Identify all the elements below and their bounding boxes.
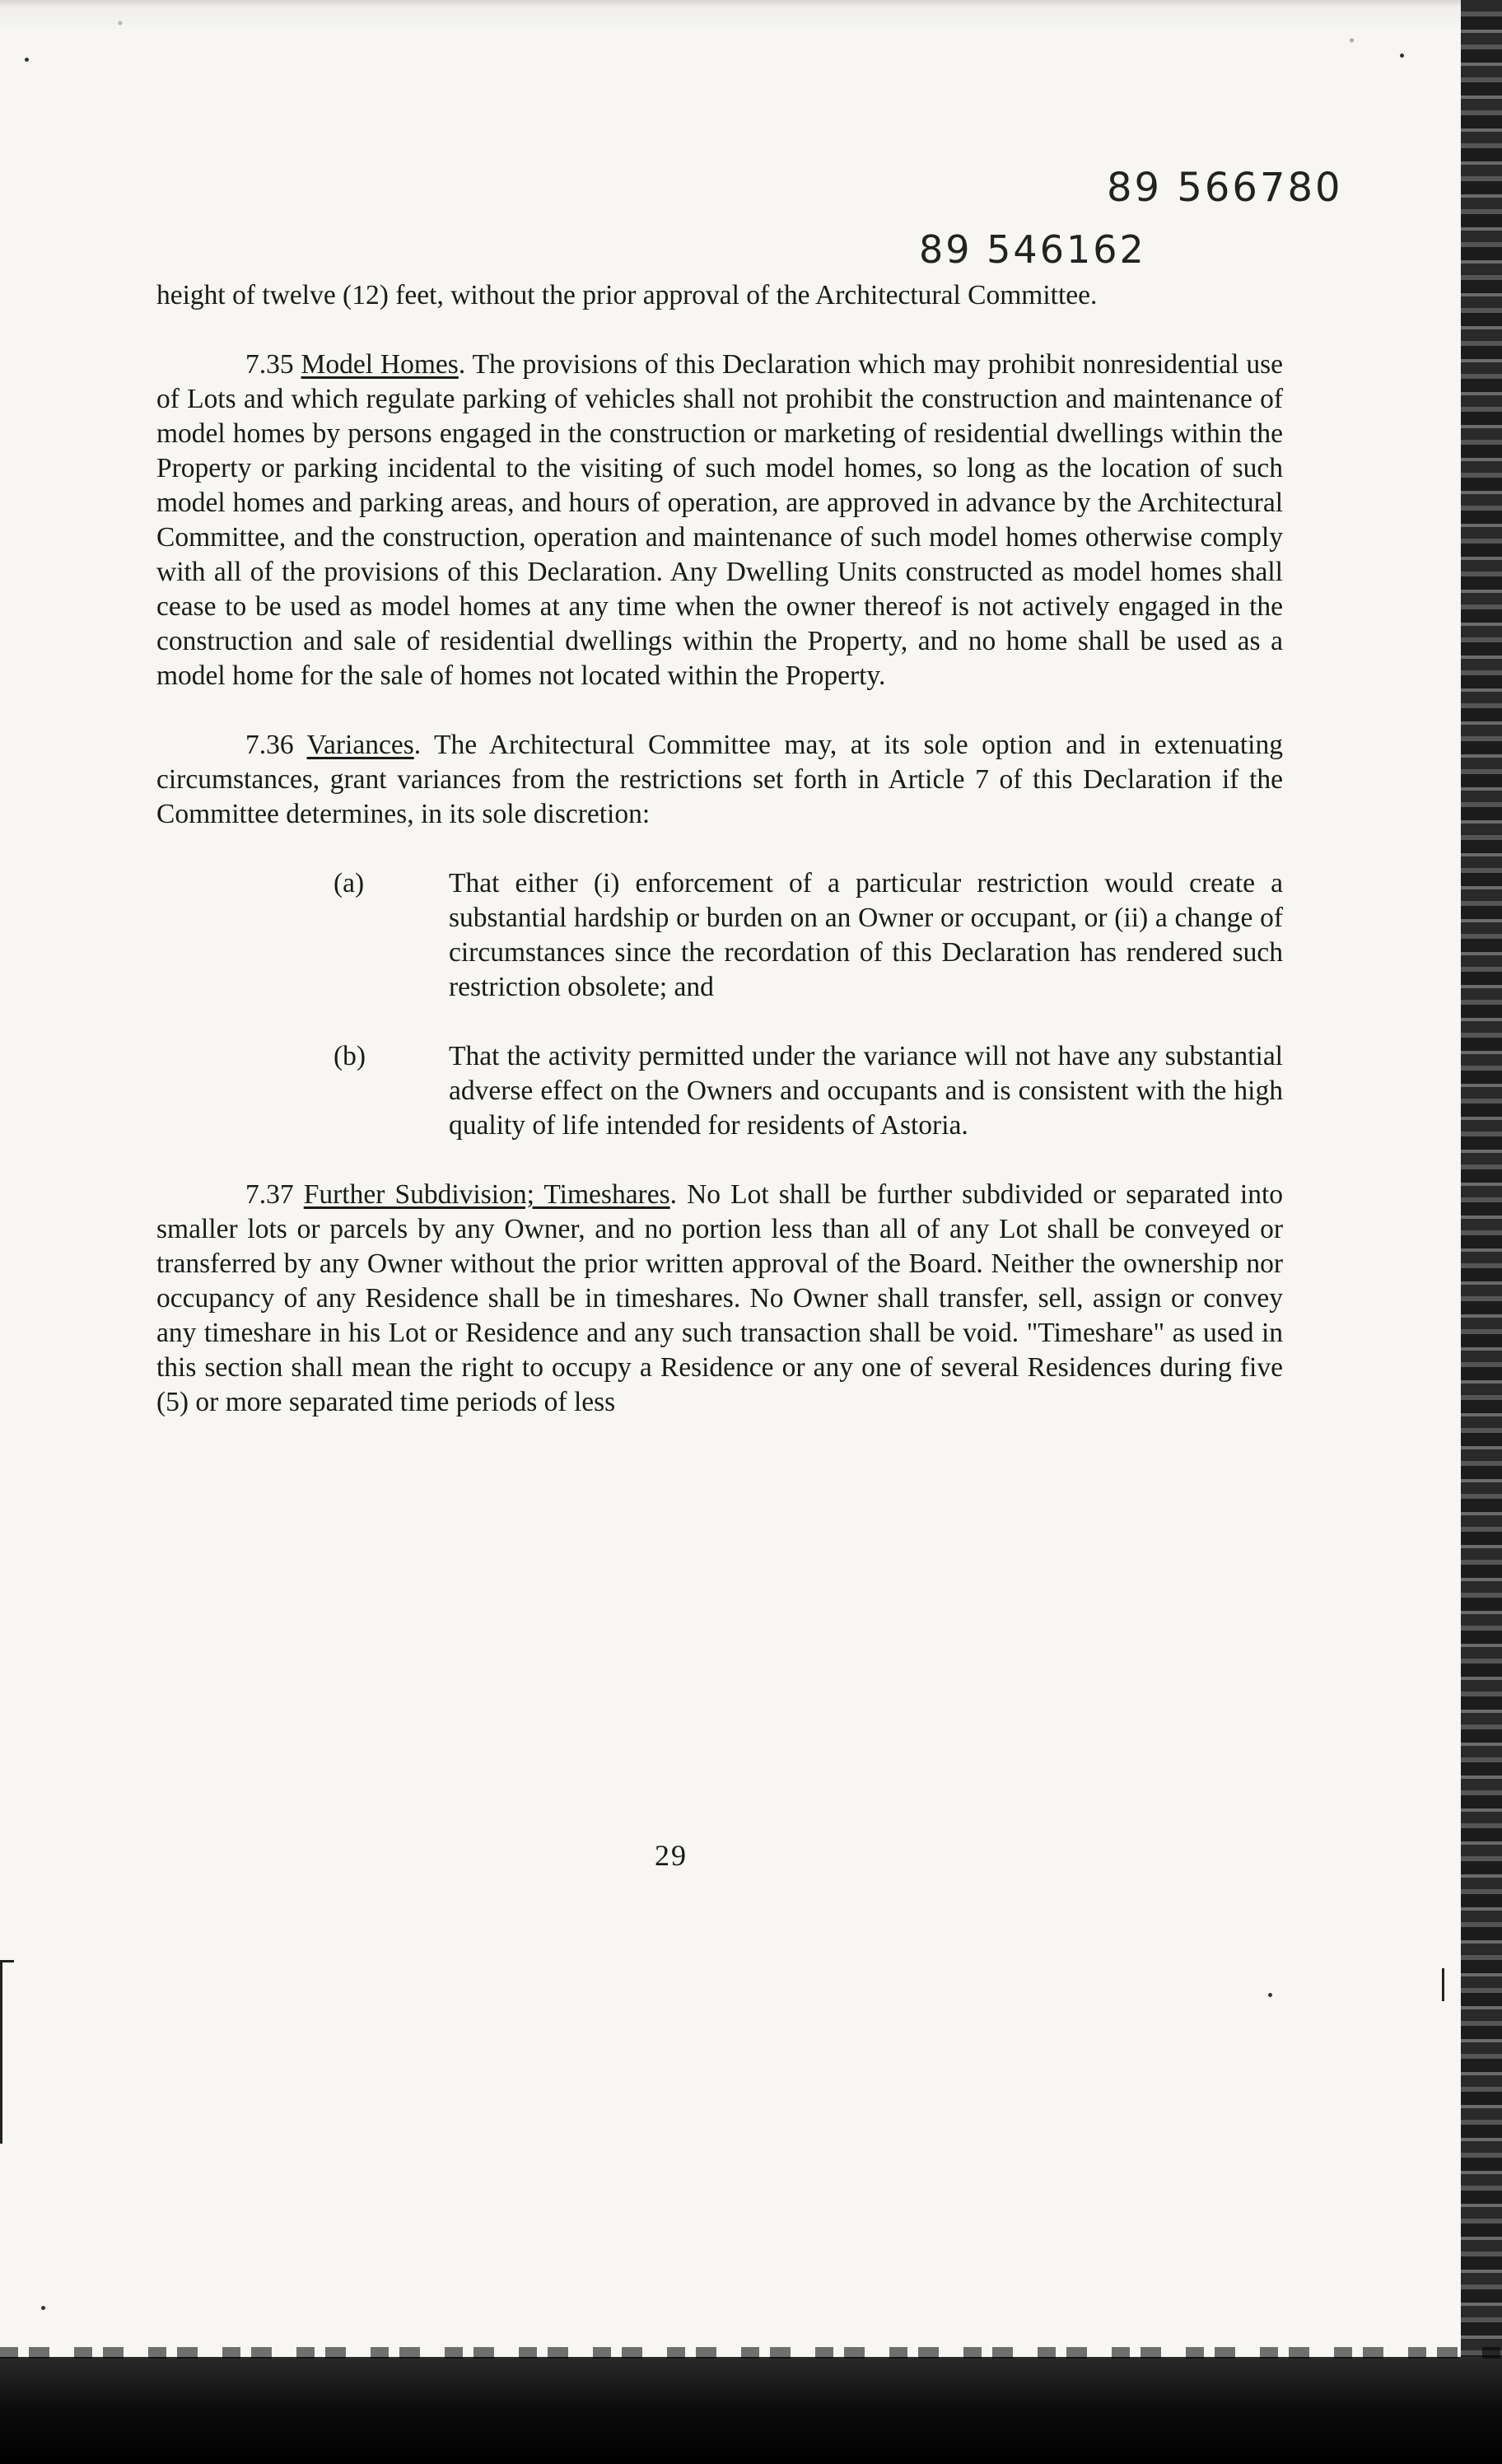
section-text: . No Lot shall be further subdivided or separated into smaller lots or parcels by any Owner, and no portion less than all of any Lot shall be conveyed or transferred by any Owner without the prior written approval of the Board. Neither the ownership nor occupancy of any Residence shall be in timeshares. No Owner shall transfer, sell, assign or convey any timeshare in his Lot or Residence and any such transaction shall be void. "Timeshare" as used in this section shall mean the right to occupy a Residence or any one of several Residences during five (5) or more separated time periods of less — [156, 1179, 1284, 1417]
continuation-paragraph: height of twelve (12) feet, without the prior approval of the Architectural Committee. — [156, 280, 1098, 310]
list-item-b — [156, 1039, 1283, 1143]
list-label: (a) — [334, 868, 365, 898]
section-number: 7.35 — [245, 349, 294, 380]
page-number: 29 — [655, 1839, 688, 1872]
list-item-a — [156, 866, 1283, 1005]
section-text: . The provisions of this Declaration which may prohibit nonresidential use of Lots and which regulate parking of vehicles shall not prohibit the construction and maintenance of model homes by persons engaged in the construction or marketing of residential dwellings within the Property or parking incidental to the visiting of such model homes, so long as the location of such model homes and parking areas, and hours of operation, are approved in advance by the Architectural Committee, and the construction, operation and maintenance of such model homes otherwise comply with all of the provisions of this Declaration. Any Dwelling Units constructed as model homes shall cease to be used as model homes at any time when the owner thereof is not actively engaged in the construction and sale of residential dwellings within the Property, and no home shall be used as a model home for the sale of homes not located within the Property. — [156, 349, 1283, 691]
recording-number-secondary: 89 546162 — [919, 227, 1146, 272]
scan-top-noise — [0, 0, 1502, 115]
section-number: 7.36 — [245, 730, 294, 760]
scan-dust — [1268, 1993, 1272, 1997]
section-7-37 — [156, 1178, 1283, 1420]
section-number: 7.37 — [245, 1179, 294, 1210]
scan-right-edge — [1461, 0, 1502, 2464]
scan-bottom-edge — [0, 2357, 1502, 2464]
scan-left-mark — [0, 1960, 14, 2144]
document-body — [156, 278, 1283, 1420]
scan-dust — [1400, 54, 1404, 58]
recording-number-primary: 89 566780 — [1107, 165, 1343, 211]
section-text: . The Architectural Committee may, at its sole option and in extenuating circumstances, grant variances from the restrictions set forth in Article 7 of this Declaration if the Committee determines, in its sole discretion: — [156, 730, 1283, 829]
list-label: (b) — [334, 1041, 366, 1071]
scan-dust — [41, 2306, 45, 2310]
list-text: That either (i) enforcement of a particular restriction would create a substantial hardship or burden on an Owner or occupant, or (ii) a change of circumstances since the recordation of this Declaration has rendered such restriction obsolete; and — [449, 868, 1283, 1002]
section-title: Variances — [306, 730, 414, 760]
list-text: That the activity permitted under the variance will not have any substantial adverse effect on the Owners and occupants and is consistent with the high quality of life intended for residents of Astoria. — [449, 1041, 1283, 1141]
section-title: Model Homes — [301, 349, 459, 380]
section-title: Further Subdivision; Timeshares — [303, 1179, 670, 1210]
scan-right-mark — [1442, 1968, 1444, 2001]
section-7-35 — [156, 348, 1283, 693]
scan-dust — [25, 58, 29, 62]
section-7-36 — [156, 728, 1283, 832]
